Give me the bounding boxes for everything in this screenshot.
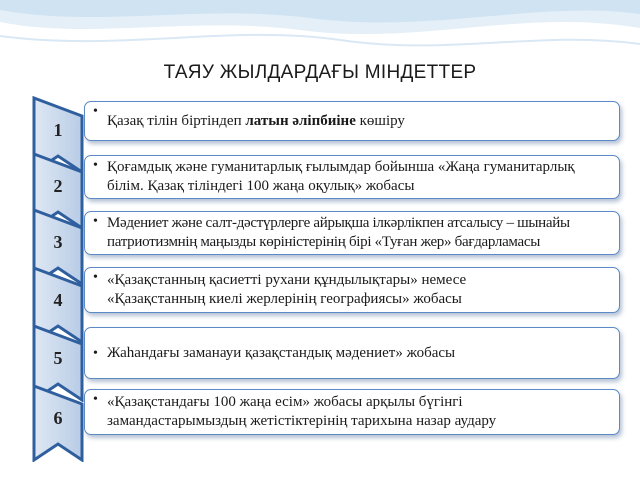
bullet: •: [93, 392, 98, 407]
step-6-text: «Қазақстандағы 100 жаңа есім» жобасы арқылы бүгінгі замандастарымыздың жетістіктерінің тарихына назар аудару: [107, 394, 497, 429]
step-2-number: 2: [53, 176, 63, 196]
step-1-number: 1: [53, 120, 63, 140]
step-1-text-after: көшіру: [355, 112, 405, 129]
step-5-box: [84, 327, 620, 379]
bullet: •: [93, 104, 98, 119]
step-2-text: Қоғамдық және гуманитарлық ғылымдар бойынша «Жаңа гуманитарлық білім. Қазақ тіліндегі 100 жаңа оқулық» жобасы: [107, 159, 575, 194]
step-6-number: 6: [53, 408, 63, 428]
step-1-box: [84, 101, 620, 141]
bullet: •: [93, 270, 98, 285]
step-6-box: [84, 389, 620, 435]
step-3-text: Мәдениет және салт-дәстүрлерге айрықша ілкәрлікпен атсалысу – шынайы патриотизмнің маңызды көріністерінің бірі «Туған жер» бағдарламасы: [107, 215, 570, 250]
step-1-text: [107, 112, 611, 131]
step-3-box: [84, 211, 620, 255]
bullet: •: [93, 345, 98, 361]
step-5-text: Жаһандағы заманауи қазақстандық мәдениет» жобасы: [107, 344, 456, 361]
step-2-box: [84, 155, 620, 199]
step-1-text-before: Қазақ тілін біртіндеп: [107, 112, 246, 129]
background-wave: [0, 0, 640, 100]
step-4-box: [84, 267, 620, 313]
page-title: ТАЯУ ЖЫЛДАРДАҒЫ МІНДЕТТЕР: [163, 62, 477, 83]
step-5-number: 5: [53, 348, 63, 368]
bullet: •: [93, 158, 98, 173]
step-1-text-bold: латын әліпбиіне: [245, 112, 356, 129]
bullet: •: [93, 214, 98, 229]
step-4-text: «Қазақстанның қасиетті рухани құндылықтары» немесе «Қазақстанның киелі жерлерінің географиясы» жобасы: [107, 272, 467, 307]
step-6-chevron: [32, 384, 84, 462]
step-3-number: 3: [53, 232, 63, 252]
step-4-number: 4: [53, 290, 63, 310]
